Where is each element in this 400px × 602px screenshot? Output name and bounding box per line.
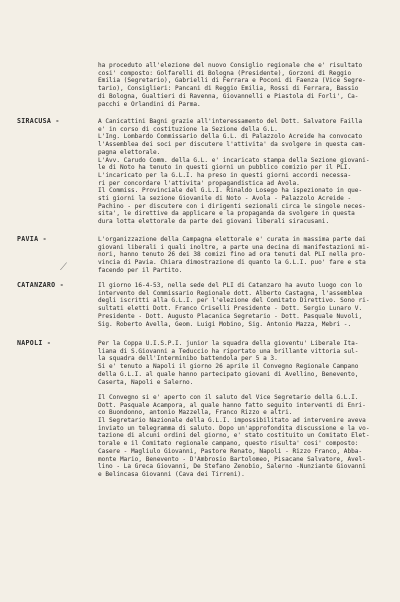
section-place-label: PAVIA - [17, 235, 47, 243]
intro-paragraph: ha proceduto all'elezione del nuovo Consiglio regionale che e' risultato cosi' composto: Golfarelli di Bologna (Presidente), Gorzoni di Reggio Emilia (Segretario), Gabrielli di Ferrara e Poconi di Faenza (Vice Segre- tario), Consiglieri: Pancani di Reggio Emilia, Rossi di Ferrara, Bassio di Bologna, Gualtieri di Ravenna, Giovannelli e Piastola di Forli', Ca- pacchi e Orlandini di Parma. [98, 62, 366, 108]
section-body-text: Per la Coppa U.I.S.P.I. junior la squadra della gioventu' Liberale Ita- liana di S.Giovanni a Teduccio ha riportato una brillante vittoria sul- la squadra dell'Interminibo battendola per 5 a 3. Si e' tenuto a Napoli il giorno 26 aprile il Convegno Regionale Campano della G.L.I. al quale hanno partecipato giovani di Avellino, Benevento, Caserta, Napoli e Salerno. Il Convegno si e' aperto con il saluto del Vice Segretario della G.L.I. Dott. Pasquale Acampora, al quale hanno fatto seguito interventi di Enri- co Buondonno, antonio Mazzella, Franco Rizzo e altri. Il Segretario Nazionale della G.L.I. impossibilitato ad intervenire aveva inviato un telegramma di saluto. Dopo un'approfondita discussione e la vo- tazione di alcuni ordini del giorno, e' stato costituito un Comitato Elet- torale e il Comitato regionale campano, questo risulta' cosi' composto: Casere - Magliulo Giovanni, Pastore Renato, Napoli - Rizzo Franco, Abba- monte Mario, Benevento - D'Ambrosio Bartolomeo, Pisacane Salvatore, Avel- lino - La Greca Giovanni, De Stefano Zenobio, Salerno -Nunziante Giovanni e Belincasa Giovanni (Cava dei Tirreni). [98, 340, 370, 478]
section-body-text: Il giorno 16-4-53, nella sede del PLI di Catanzaro ha avuto luogo con lo intervento del Commissario Regionale dott. Alberto Castagna, l'assemblea degli iscritti alla G.L.I. per l'elezione del Comitato Direttivo. Sono ri- sultati eletti Dott. Franco Criselli Presidente - Dott. Sergio Lunaro V. Presidente - Dott. Augusto Placanica Segretario - Dott. Pasquale Nuvoli, Sig. Roberto Avella, Geom. Luigi Mobino, Sig. Antonio Mazza, Mebri -. [98, 282, 370, 328]
section-place-label: SIRACUSA - [17, 117, 60, 125]
section-place-label: CATANZARO - [17, 281, 64, 289]
section-place-label: NAPOLI - [17, 339, 52, 347]
section-body-text: A Canicattini Bagni grazie all'interessamento del Dott. Salvatore Failla e' in corso di costituzione la Sezione della G.L. L'Ing. Lombardo Commissario della G.L. di Palazzolo Acreide ha convocato l'Assemblea dei soci per discutere l'attivita' da svolgere in questa cam- pagna elettorale. L'Avv. Carudo Comm. della G.L. e' incaricato stampa della Sezione giovani- le di Noto ha tenuto in questi giorni un pubblico comizio per il PLI. L'incaricato per la G.L.I. ha preso in questi giorni accordi necessa- ri per concordare l'attivita' propagandistica ad Avola. Il Commiss. Provinciale del G.L.I. Rinaldo Losego ha ispezionato in que- sti giorni la sezione Giovanile di Noto - Avola - Palazzolo Acreide - Pachino - per discutere con i dirigenti sezionali circa le singole neces- sita', le direttive da applicare e la propaganda da svolgere in questa dura lotta elettorale da parte dei giovani liberali siracusani. [98, 118, 370, 226]
section-body-text: L'organizzazione della Campagna elettorale e' curata in massima parte dai giovani liberali i quali inoltre, a parte una decina di manifestazioni mi- nori, hanno tenuto 26 dei 38 comizi fino ad ora tenuti dal PLI nella pro- vincia di Pavia. Chiara dimostrazione di quanto la G.L.I. puo' fare e sta facendo per il Partito. [98, 236, 370, 274]
margin-mark: ⟋ [60, 262, 67, 273]
